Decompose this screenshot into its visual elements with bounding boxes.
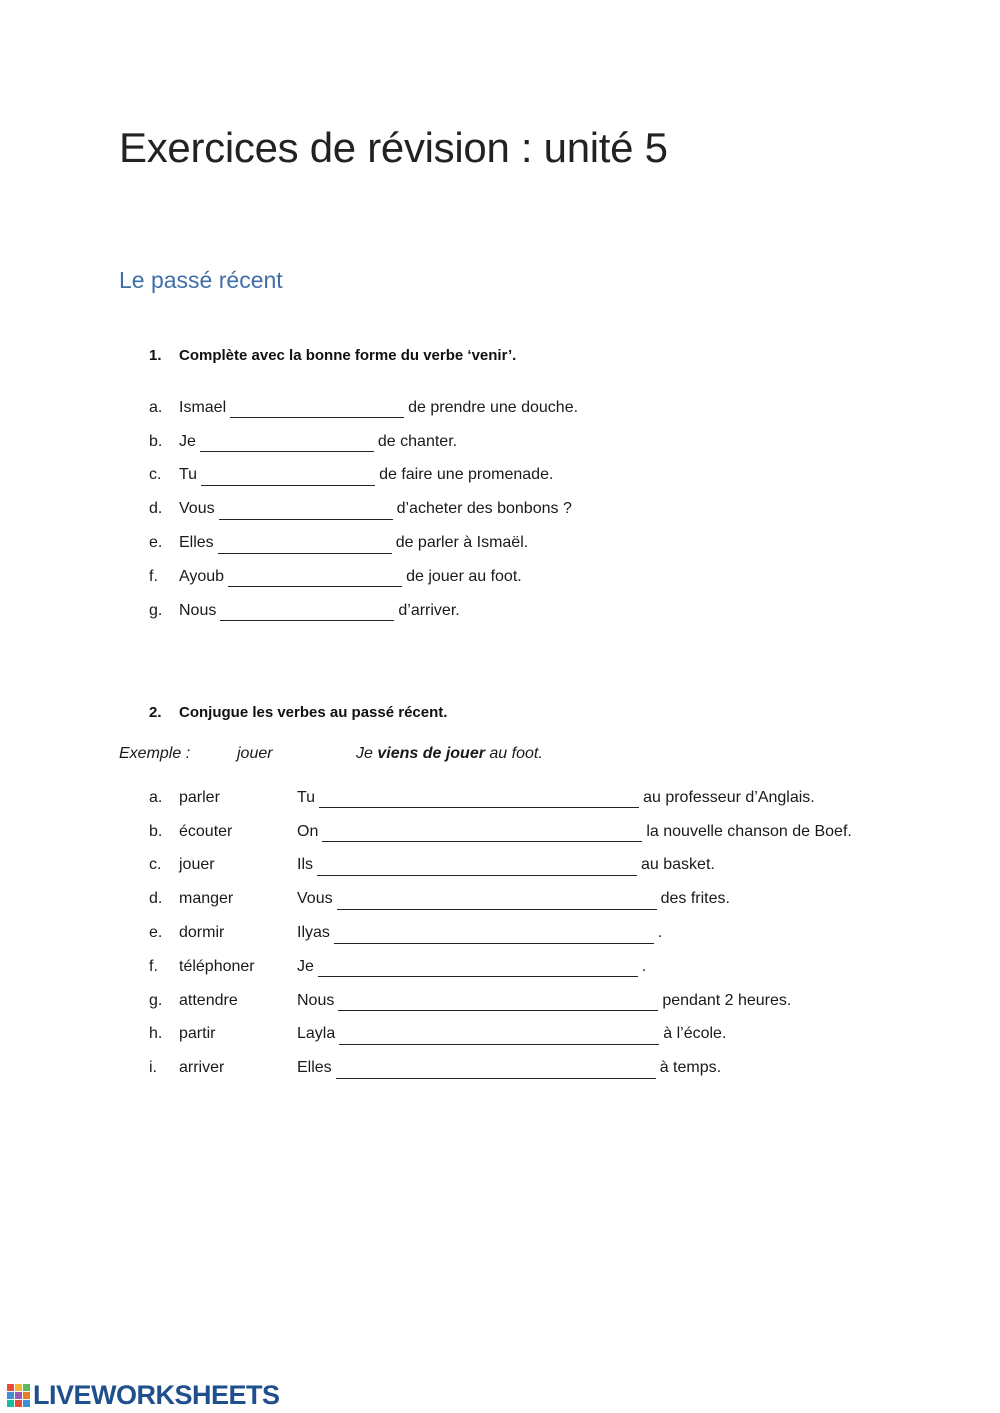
exercise2-item bbox=[149, 950, 852, 984]
item-letter: d. bbox=[149, 500, 163, 518]
example-subject: Je bbox=[356, 745, 373, 762]
item-rest: au basket. bbox=[641, 856, 715, 874]
item-verb: parler bbox=[179, 788, 220, 806]
exercise1-item bbox=[149, 560, 578, 594]
exercise2-item bbox=[149, 1018, 852, 1052]
answer-input[interactable] bbox=[230, 401, 404, 418]
example-label: Exemple : bbox=[119, 745, 191, 762]
answer-input[interactable] bbox=[218, 537, 392, 554]
exercise1-item bbox=[149, 492, 578, 526]
answer-input[interactable] bbox=[318, 960, 638, 977]
item-subject: Ils bbox=[297, 856, 313, 874]
item-letter: f. bbox=[149, 567, 158, 585]
item-verb: arriver bbox=[179, 1059, 225, 1077]
exercise2-item bbox=[149, 916, 852, 950]
exercise1-heading bbox=[149, 347, 516, 364]
item-letter: b. bbox=[149, 822, 163, 840]
answer-input[interactable] bbox=[200, 435, 374, 452]
item-rest: d’acheter des bonbons ? bbox=[396, 500, 572, 518]
example-sentence bbox=[356, 745, 543, 763]
exercise2-item bbox=[149, 849, 852, 883]
item-subject: Elles bbox=[179, 534, 214, 552]
exercise1-number: 1. bbox=[149, 347, 162, 364]
example-rest: au foot. bbox=[489, 745, 543, 762]
item-letter: a. bbox=[149, 788, 163, 806]
liveworksheets-logo bbox=[7, 1380, 280, 1411]
exercise2-heading bbox=[149, 704, 447, 721]
section-title: Le passé récent bbox=[119, 267, 283, 293]
item-rest: au professeur d’Anglais. bbox=[643, 788, 815, 806]
example-verb: jouer bbox=[237, 745, 273, 762]
page-title: Exercices de révision : unité 5 bbox=[119, 124, 668, 171]
exercise1-list bbox=[149, 391, 578, 628]
exercise2-item bbox=[149, 984, 852, 1018]
item-letter: a. bbox=[149, 398, 163, 416]
item-subject: Tu bbox=[179, 466, 198, 484]
item-letter: i. bbox=[149, 1059, 157, 1077]
item-rest: la nouvelle chanson de Boef. bbox=[646, 822, 852, 840]
exercise1-item bbox=[149, 391, 578, 425]
item-subject: Ismael bbox=[179, 398, 227, 416]
answer-input[interactable] bbox=[334, 927, 654, 944]
item-letter: e. bbox=[149, 534, 163, 552]
item-letter: g. bbox=[149, 991, 163, 1009]
item-letter: e. bbox=[149, 924, 163, 942]
answer-input[interactable] bbox=[201, 469, 375, 486]
answer-input[interactable] bbox=[339, 1028, 659, 1045]
item-letter: b. bbox=[149, 432, 163, 450]
item-rest: . bbox=[657, 924, 663, 942]
exercise2-number: 2. bbox=[149, 704, 162, 721]
exercise2-list bbox=[149, 781, 852, 1085]
answer-input[interactable] bbox=[336, 1062, 656, 1079]
item-rest: pendant 2 heures. bbox=[662, 991, 792, 1009]
item-subject: Tu bbox=[297, 788, 316, 806]
exercise1-item bbox=[149, 425, 578, 459]
item-subject: On bbox=[297, 822, 319, 840]
exercise1-item bbox=[149, 594, 578, 628]
item-rest: de chanter. bbox=[377, 432, 458, 450]
example-answer: viens de jouer bbox=[377, 745, 485, 762]
item-rest: à temps. bbox=[659, 1059, 722, 1077]
item-subject: Nous bbox=[297, 991, 335, 1009]
item-letter: f. bbox=[149, 957, 158, 975]
item-subject: Elles bbox=[297, 1059, 332, 1077]
item-letter: g. bbox=[149, 601, 163, 619]
item-subject: Nous bbox=[179, 601, 217, 619]
answer-input[interactable] bbox=[219, 503, 393, 520]
exercise2-item bbox=[149, 781, 852, 815]
answer-input[interactable] bbox=[228, 570, 402, 587]
item-verb: téléphoner bbox=[179, 957, 255, 975]
item-rest: de jouer au foot. bbox=[406, 567, 522, 585]
item-verb: attendre bbox=[179, 991, 238, 1009]
item-rest: à l’école. bbox=[663, 1025, 727, 1043]
exercise1-item bbox=[149, 459, 578, 493]
item-subject: Vous bbox=[297, 890, 333, 908]
answer-input[interactable] bbox=[338, 994, 658, 1011]
item-letter: c. bbox=[149, 856, 162, 874]
item-verb: partir bbox=[179, 1025, 216, 1043]
item-subject: Ayoub bbox=[179, 567, 225, 585]
item-subject: Je bbox=[179, 432, 196, 450]
item-verb: manger bbox=[179, 890, 234, 908]
answer-input[interactable] bbox=[319, 791, 639, 808]
exercise2-instruction: Conjugue les verbes au passé récent. bbox=[179, 704, 448, 721]
item-rest: . bbox=[641, 957, 647, 975]
answer-input[interactable] bbox=[317, 859, 637, 876]
item-letter: h. bbox=[149, 1025, 163, 1043]
item-rest: des frites. bbox=[660, 890, 730, 908]
item-verb: dormir bbox=[179, 924, 225, 942]
exercise1-instruction: Complète avec la bonne forme du verbe ‘venir’. bbox=[179, 347, 517, 364]
liveworksheets-logo-icon bbox=[7, 1382, 31, 1410]
item-rest: de parler à Ismaël. bbox=[395, 534, 529, 552]
item-subject: Vous bbox=[179, 500, 215, 518]
exercise2-item bbox=[149, 1051, 852, 1085]
answer-input[interactable] bbox=[220, 604, 394, 621]
exercise2-item bbox=[149, 815, 852, 849]
item-subject: Layla bbox=[297, 1025, 336, 1043]
item-rest: de faire une promenade. bbox=[379, 466, 554, 484]
exercise2-item bbox=[149, 882, 852, 916]
item-verb: jouer bbox=[179, 856, 215, 874]
item-verb: écouter bbox=[179, 822, 233, 840]
item-rest: d’arriver. bbox=[398, 601, 460, 619]
item-letter: c. bbox=[149, 466, 162, 484]
answer-input[interactable] bbox=[322, 825, 642, 842]
item-rest: de prendre une douche. bbox=[408, 398, 579, 416]
item-subject: Ilyas bbox=[297, 924, 330, 942]
example-line bbox=[119, 745, 543, 763]
liveworksheets-logo-text: LIVEWORKSHEETS bbox=[33, 1380, 280, 1410]
item-subject: Je bbox=[297, 957, 314, 975]
exercise1-item bbox=[149, 526, 578, 560]
item-letter: d. bbox=[149, 890, 163, 908]
answer-input[interactable] bbox=[337, 893, 657, 910]
